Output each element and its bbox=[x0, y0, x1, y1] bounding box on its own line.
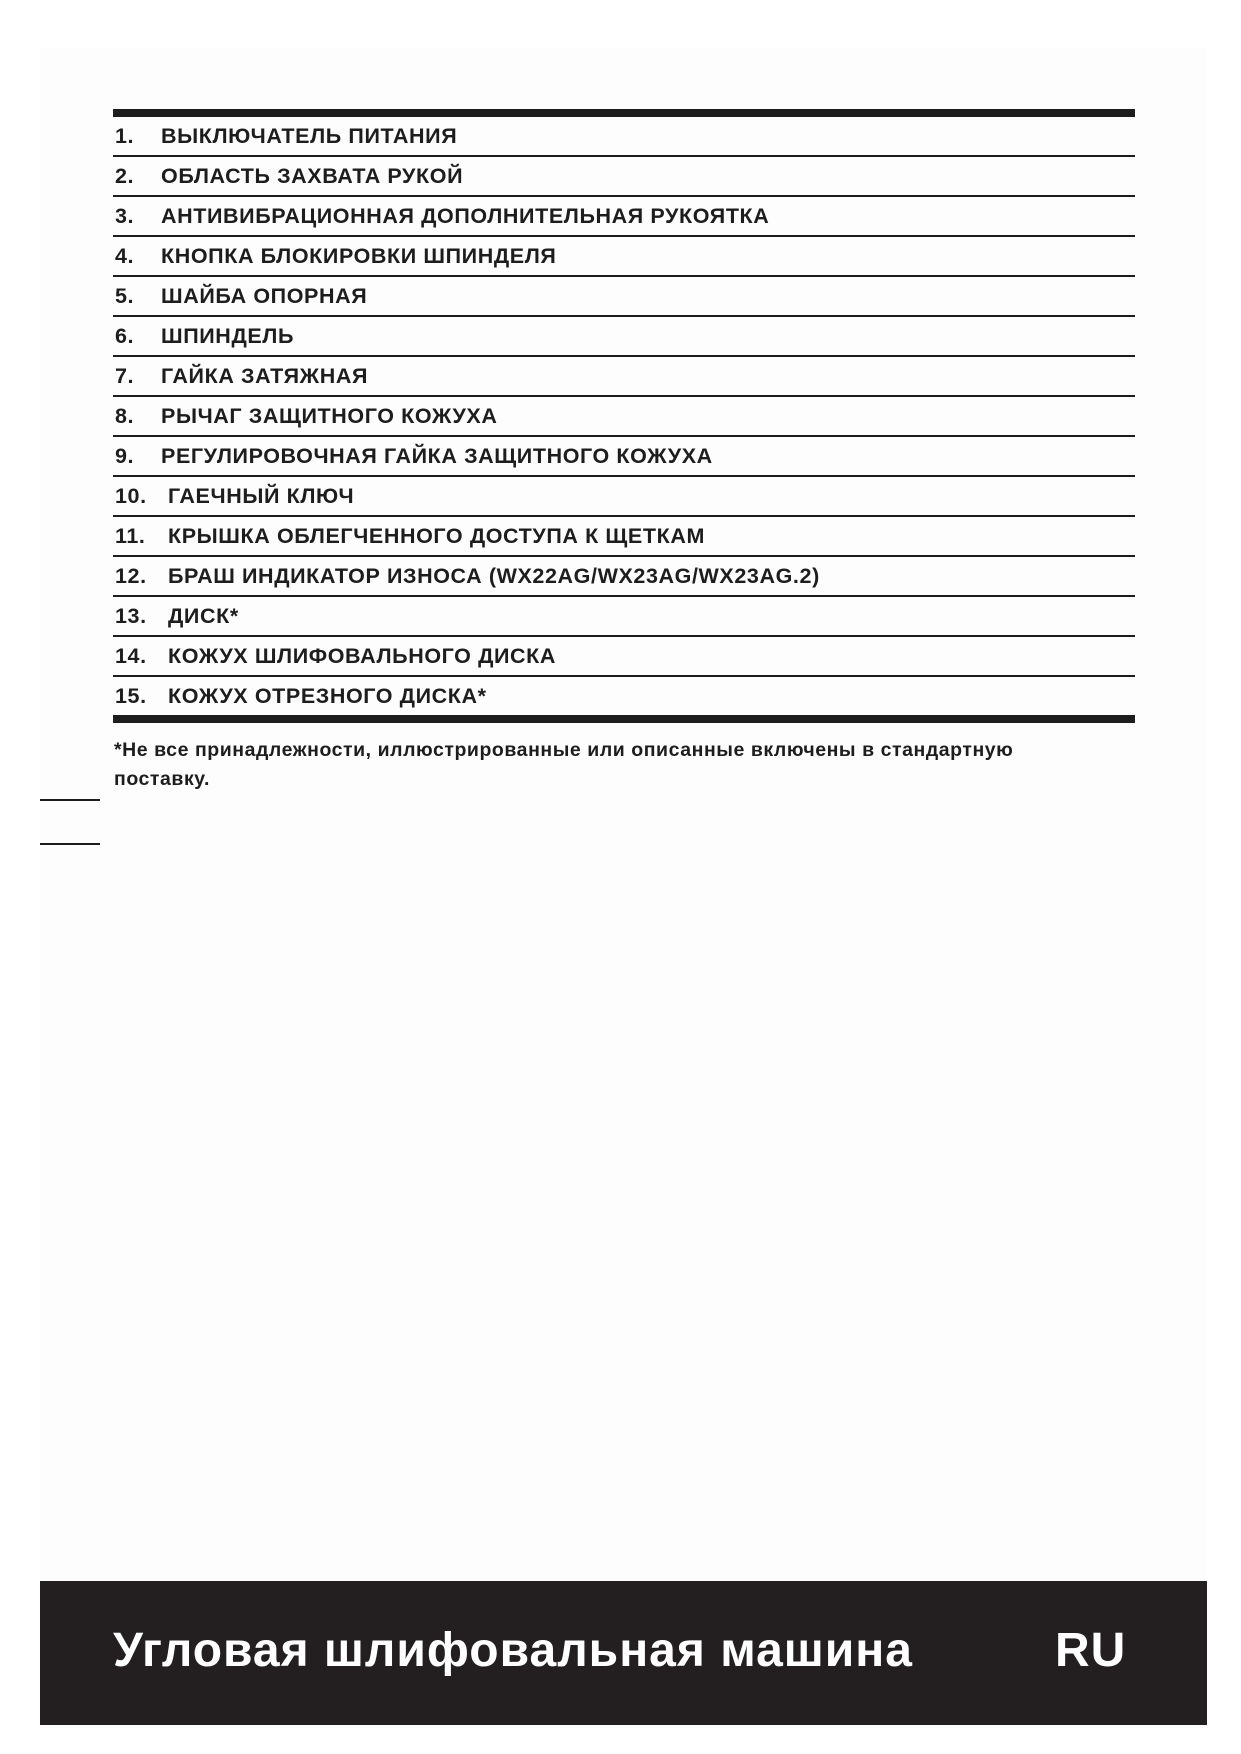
part-row bbox=[113, 517, 1135, 557]
part-label: РЫЧАГ ЗАЩИТНОГО КОЖУХА bbox=[161, 403, 498, 428]
part-label: КОЖУХ ОТРЕЗНОГО ДИСКА* bbox=[168, 683, 487, 708]
part-label: ШАЙБА ОПОРНАЯ bbox=[161, 283, 368, 308]
margin-mark bbox=[40, 799, 100, 801]
part-number: 4. bbox=[115, 243, 135, 268]
part-number: 8. bbox=[115, 403, 135, 428]
part-label: КРЫШКА ОБЛЕГЧЕННОГО ДОСТУПА К ЩЕТКАМ bbox=[168, 523, 705, 548]
parts-list bbox=[113, 109, 1135, 723]
part-row bbox=[113, 157, 1135, 197]
part-label: РЕГУЛИРОВОЧНАЯ ГАЙКА ЗАЩИТНОГО КОЖУХА bbox=[161, 443, 713, 468]
part-number: 11. bbox=[115, 523, 146, 548]
part-label: ШПИНДЕЛЬ bbox=[161, 323, 295, 348]
part-row bbox=[113, 437, 1135, 477]
part-number: 5. bbox=[115, 283, 135, 308]
language-code: RU bbox=[1055, 1624, 1127, 1677]
part-row bbox=[113, 597, 1135, 637]
part-row bbox=[113, 397, 1135, 437]
part-number: 9. bbox=[115, 443, 135, 468]
part-label: КОЖУХ ШЛИФОВАЛЬНОГО ДИСКА bbox=[168, 643, 557, 668]
part-row bbox=[113, 557, 1135, 597]
part-number: 10. bbox=[115, 483, 147, 508]
part-label: ДИСК* bbox=[168, 603, 239, 628]
part-label: ВЫКЛЮЧАТЕЛЬ ПИТАНИЯ bbox=[161, 123, 458, 148]
part-row bbox=[113, 317, 1135, 357]
part-number: 7. bbox=[115, 363, 135, 388]
part-row bbox=[113, 677, 1135, 715]
part-number: 3. bbox=[115, 203, 135, 228]
part-row bbox=[113, 477, 1135, 517]
part-number: 6. bbox=[115, 323, 135, 348]
part-row bbox=[113, 237, 1135, 277]
part-label: АНТИВИБРАЦИОННАЯ ДОПОЛНИТЕЛЬНАЯ РУКОЯТКА bbox=[161, 203, 770, 228]
part-row bbox=[113, 357, 1135, 397]
margin-mark bbox=[40, 843, 100, 845]
part-label: ГАЕЧНЫЙ КЛЮЧ bbox=[168, 483, 355, 508]
part-row bbox=[113, 117, 1135, 157]
part-label: БРАШ ИНДИКАТОР ИЗНОСА (WX22AG/WX23AG/WX23AG.2) bbox=[168, 563, 820, 588]
part-label: ОБЛАСТЬ ЗАХВАТА РУКОЙ bbox=[161, 163, 464, 188]
part-row bbox=[113, 637, 1135, 677]
part-number: 15. bbox=[115, 683, 147, 708]
part-label: КНОПКА БЛОКИРОВКИ ШПИНДЕЛЯ bbox=[161, 243, 557, 268]
part-number: 2. bbox=[115, 163, 135, 188]
part-number: 14. bbox=[115, 643, 147, 668]
part-row bbox=[113, 277, 1135, 317]
part-number: 12. bbox=[115, 563, 147, 588]
part-number: 1. bbox=[115, 123, 135, 148]
part-row bbox=[113, 197, 1135, 237]
footer-title: Угловая шлифовальная машина bbox=[113, 1624, 913, 1677]
footnote: *Не все принадлежности, иллюстрированные или описанные включены в стандартную поставку. bbox=[114, 739, 1014, 790]
footer-banner bbox=[40, 1581, 1207, 1725]
part-label: ГАЙКА ЗАТЯЖНАЯ bbox=[161, 363, 369, 388]
part-number: 13. bbox=[115, 603, 147, 628]
